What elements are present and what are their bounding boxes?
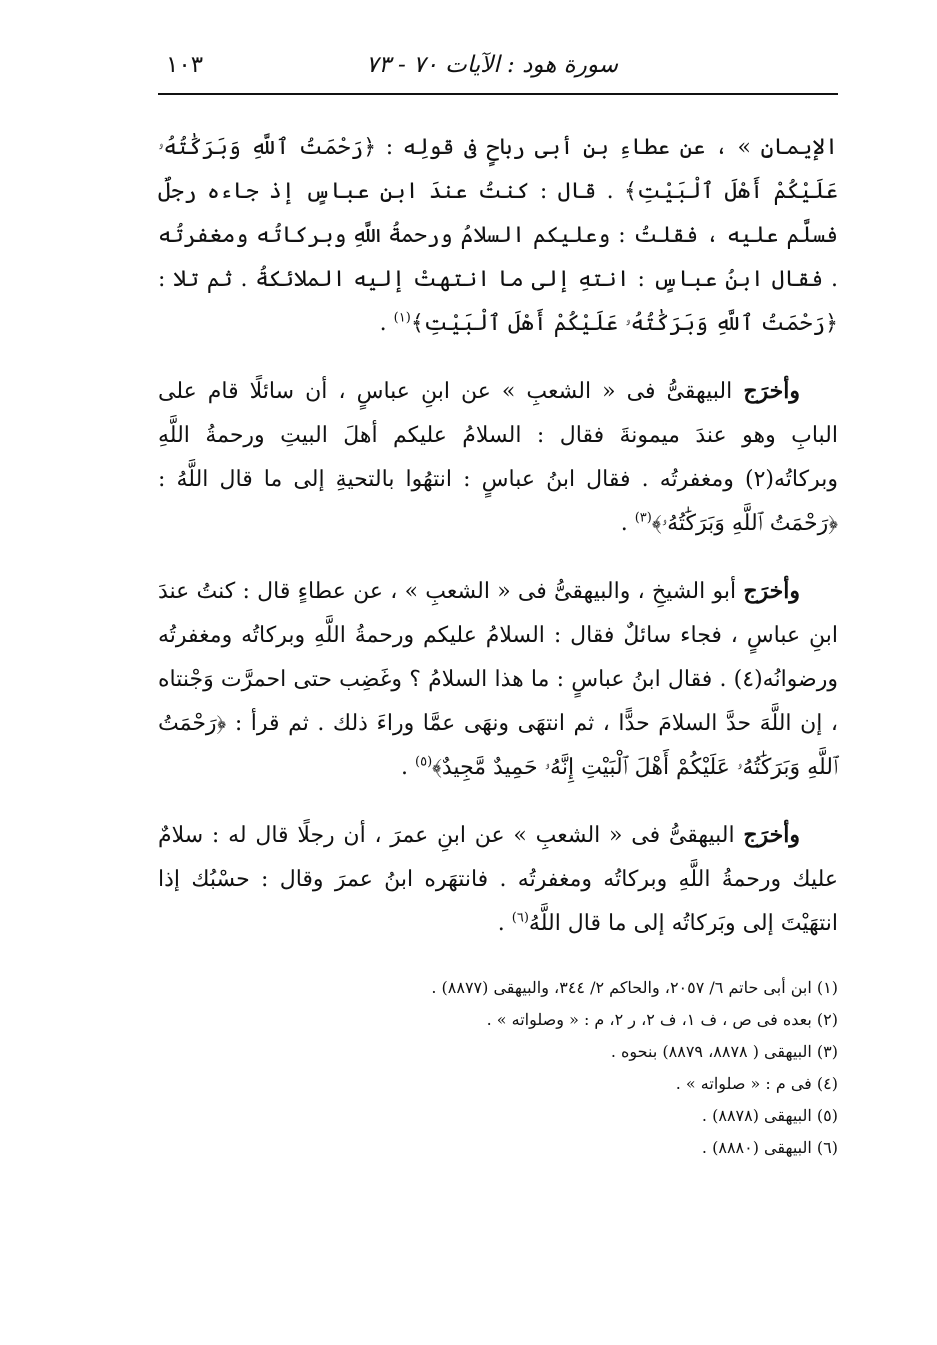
footnote-ref: (١) <box>393 310 411 326</box>
page-header <box>158 46 838 92</box>
footnotes <box>158 972 838 1164</box>
paragraph-tail: . <box>620 511 635 536</box>
paragraph-tail: . <box>401 755 415 780</box>
paragraph-text: أبو الشيخِ ، والبيهقىُّ فى « الشعبِ » ، عن عطاءٍ قال : كنتُ عندَ ابنِ عباسٍ ، فجاء سائلٌ فقال : السلامُ عليكم ورحمةُ اللَّهِ وبركاتُه ومغفرتُه ورضوانُه(٤) . فقال ابنُ عباسٍ : ما هذا السلامُ ؟ وغَضِب حتى احمرَّت وَجْنتاه ، إن اللَّهَ حدَّ السلامَ حدًّا ، ثم انتهَى ونهَى عمَّا وراءَ ذلك . ثم قرأ : ﴿رَحْمَتُ ٱللَّهِ وَبَرَكَٰتُهُۥ عَلَيْكُمْ أَهْلَ ٱلْبَيْتِ إِنَّهُۥ حَمِيدٌ مَّجِيدٌ﴾ <box>158 579 838 780</box>
paragraph-tail: . <box>379 311 394 336</box>
paragraph-3 <box>158 569 838 790</box>
footnote: (٢) بعده فى ص ، ف ١، ف ٢، ر ٢، م : « وصلواته » . <box>486 1010 838 1029</box>
main-text <box>158 125 838 969</box>
paragraph-lead: وأخرَج <box>743 822 800 848</box>
footnote-ref: (٣) <box>634 510 652 526</box>
paragraph-text: البيهقىُّ فى « الشعبِ » عن ابنِ عمرَ ، أن رجلًا قال له : سلامٌ عليك ورحمةُ اللَّهِ وبركاتُه ومغفرتُه . فانتهَره ابنُ عمرَ وقال : حسْبُك إذا انتهَيْتَ إلى وبَركاتُه إلى ما قال اللَّهُ <box>158 823 838 936</box>
page-number: ١٠٣ <box>166 52 204 78</box>
footnote-ref: (٥) <box>415 754 433 770</box>
paragraph-text: البيهقىُّ فى « الشعبِ » عن ابنِ عباسٍ ، أن سائلًا قام على البابِ وهو عندَ ميمونةَ فقال : السلامُ عليكم أهلَ البيتِ ورحمةُ اللَّهِ وبركاتُه(٢) ومغفرتُه . فقال ابنُ عباسٍ : انتهُوا بالتحيةِ إلى ما قال اللَّهُ : ﴿رَحْمَتُ ٱللَّهِ وَبَرَكَٰتُهُۥ﴾ <box>158 379 838 536</box>
paragraph-2 <box>158 369 838 546</box>
paragraph-lead: وأخرَج <box>743 378 800 404</box>
footnote: (٣) البيهقى ( ٨٨٧٨، ٨٨٧٩) بنحوه . <box>610 1042 838 1061</box>
paragraph-1 <box>158 125 838 346</box>
header-divider <box>158 93 838 95</box>
footnote: (٥) البيهقى (٨٨٧٨) . <box>701 1106 838 1125</box>
footnote: (٤) فى م : « صلواته » . <box>675 1074 838 1093</box>
paragraph-text: الإيمانِ » ، عن عطاءِ بنِ أبى رباحٍ فى قولِه : ﴿رَحْمَتُ ٱللَّهِ وَبَرَكَٰتُهُۥ عَلَيْكُمْ أَهْلَ ٱلْبَيْتِ﴾ . قال : كنتُ عندَ ابنِ عباسٍ إذ جاءه رجلٌ فسلَّم عليه ، فقلتُ : وعليكم السلامُ ورحمةُ اللَّهِ وبركاتُه ومغفرتُه . فقال ابنُ عباسٍ : انتهِ إلى ما انتهتْ إليه الملائكةُ . ثم تلا : ﴿رَحْمَتُ ٱللَّهِ وَبَرَكَٰتُهُۥ عَلَيْكُمْ أَهْلَ ٱلْبَيْتِ﴾ <box>158 135 838 336</box>
footnote-ref: (٦) <box>511 910 529 926</box>
footnote: (١) ابن أبى حاتم ٦/ ٢٠٥٧، والحاكم ٢/ ٣٤٤، والبيهقى (٨٨٧٧) . <box>431 978 838 997</box>
paragraph-lead: وأخرَج <box>743 578 800 604</box>
paragraph-tail: . <box>497 911 512 936</box>
paragraph-4 <box>158 813 838 946</box>
footnote: (٦) البيهقى (٨٨٨٠) . <box>701 1138 838 1157</box>
running-title: سورة هود : الآيات ٧٠ - ٧٣ <box>366 52 618 78</box>
